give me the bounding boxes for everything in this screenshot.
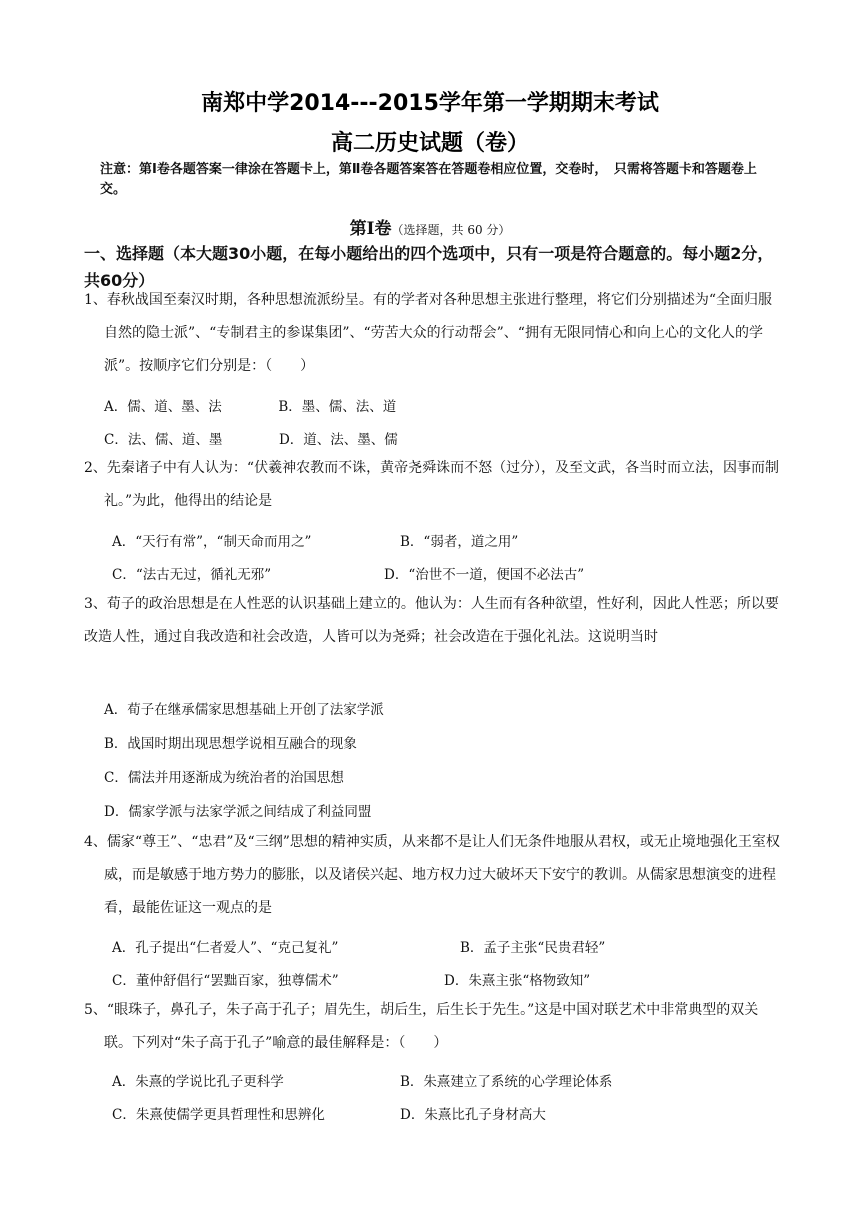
option: D．朱熹主张“格物致知” [444, 973, 591, 989]
question-5-option-d [400, 1103, 546, 1123]
exam-notice: 注意：第Ⅰ卷各题答案一律涂在答题卡上，第Ⅱ卷各题答案答在答题卷相应位置，交卷时， 只需将答题卡和答题卷上交。 [100, 162, 757, 197]
option: A．“天行有常”，“制天命而用之” [112, 534, 312, 550]
option: A．儒、道、墨、法 [104, 399, 222, 415]
option: D．朱熹比孔子身材高大 [400, 1107, 546, 1123]
question-2-option-c [112, 563, 271, 583]
question-1-options-row2 [104, 428, 398, 448]
option: C．法、儒、道、墨 [104, 432, 223, 448]
option: D．道、法、墨、儒 [278, 432, 398, 448]
question-stem: 1、春秋战国至秦汉时期，各种思想流派纷呈。有的学者对各种思想主张进行整理，将它们分别描述为“全面归服自然的隐士派”、“专制君主的参谋集团”、“劳苦大众的行动帮会”、“拥有无限同情心和向上心的文化人的学派”。按顺序它们分别是：（ ） [84, 292, 773, 374]
option: D．儒家学派与法家学派之间结成了利益同盟 [104, 804, 372, 820]
question-5-option-a [112, 1070, 284, 1090]
question-3 [84, 588, 784, 654]
question-5-option-b [400, 1070, 612, 1090]
question-4-option-d [444, 969, 590, 989]
question-2-option-d [384, 563, 584, 583]
option: A．孔子提出“仁者爱人”、“克己复礼” [112, 940, 339, 956]
option: B．朱熹建立了系统的心学理论体系 [400, 1074, 613, 1090]
section-title [0, 214, 860, 239]
option: A．朱熹的学说比孔子更科学 [112, 1074, 284, 1090]
question-2-option-b [400, 530, 518, 550]
exam-title: 南郑中学2014---2015学年第一学期期末考试 [201, 91, 659, 116]
option: C．“法古无过，循礼无邪” [112, 567, 272, 583]
question-5-option-c [112, 1103, 325, 1123]
question-4-option-b [460, 936, 605, 956]
section-name: 第Ⅰ卷 [349, 219, 392, 239]
option: C．儒法并用逐渐成为统治者的治国思想 [104, 770, 344, 786]
option: B．战国时期出现思想学说相互融合的现象 [104, 736, 357, 752]
question-3-option-d [104, 800, 371, 820]
question-4-option-a [112, 936, 338, 956]
part-heading: 一、选择题（本大题30小题，在每小题给出的四个选项中，只有一项是符合题意的。每小题2分，共60分） [84, 244, 774, 290]
question-3-option-a [104, 698, 384, 718]
question-1 [84, 284, 784, 383]
question-1-options-row1 [104, 395, 396, 415]
section-note: （选择题，共 60 分） [391, 223, 511, 237]
question-2 [84, 452, 784, 518]
question-stem: 5、“眼珠子，鼻孔子，朱子高于孔子；眉先生，胡后生，后生长于先生。”这是中国对联艺术中非常典型的双关联。下列对“朱子高于孔子”喻意的最佳解释是：（ ） [84, 1002, 759, 1051]
option: B．墨、儒、法、道 [278, 399, 397, 415]
question-4-option-c [112, 969, 339, 989]
option: D．“治世不一道，便国不必法古” [384, 567, 585, 583]
option: B．“弱者，道之用” [400, 534, 519, 550]
option: C．董仲舒倡行“罢黜百家，独尊儒术” [112, 973, 339, 989]
option: B．孟子主张“民贵君轻” [460, 940, 606, 956]
question-stem: 2、先秦诸子中有人认为：“伏羲神农教而不诛，黄帝尧舜诛而不怒（过分），及至文武，各当时而立法，因事而制礼。”为此，他得出的结论是 [84, 460, 780, 509]
question-stem: 4、儒家“尊王”、“忠君”及“三纲”思想的精神实质，从来都不是让人们无条件地服从君权，或无止境地强化王室权威，而是敏感于地方势力的膨胀，以及诸侯兴起、地方权力过大破坏天下安宁的教训。从儒家思想演变的进程看，最能佐证这一观点的是 [84, 834, 780, 916]
question-stem: 3、荀子的政治思想是在人性恶的认识基础上建立的。他认为：人生而有各种欲望，性好利，因此人性恶；所以要改造人性，通过自我改造和社会改造，人皆可以为尧舜；社会改造在于强化礼法。这说明当时 [84, 596, 779, 645]
question-5 [84, 994, 784, 1060]
option: A．荀子在继承儒家思想基础上开创了法家学派 [104, 702, 384, 718]
question-3-option-b [104, 732, 357, 752]
exam-subtitle: 高二历史试题（卷） [330, 131, 529, 156]
option: C．朱熹使儒学更具哲理性和思辨化 [112, 1107, 325, 1123]
question-2-options-row1 [112, 530, 311, 550]
question-3-option-c [104, 766, 344, 786]
question-4 [84, 826, 784, 925]
